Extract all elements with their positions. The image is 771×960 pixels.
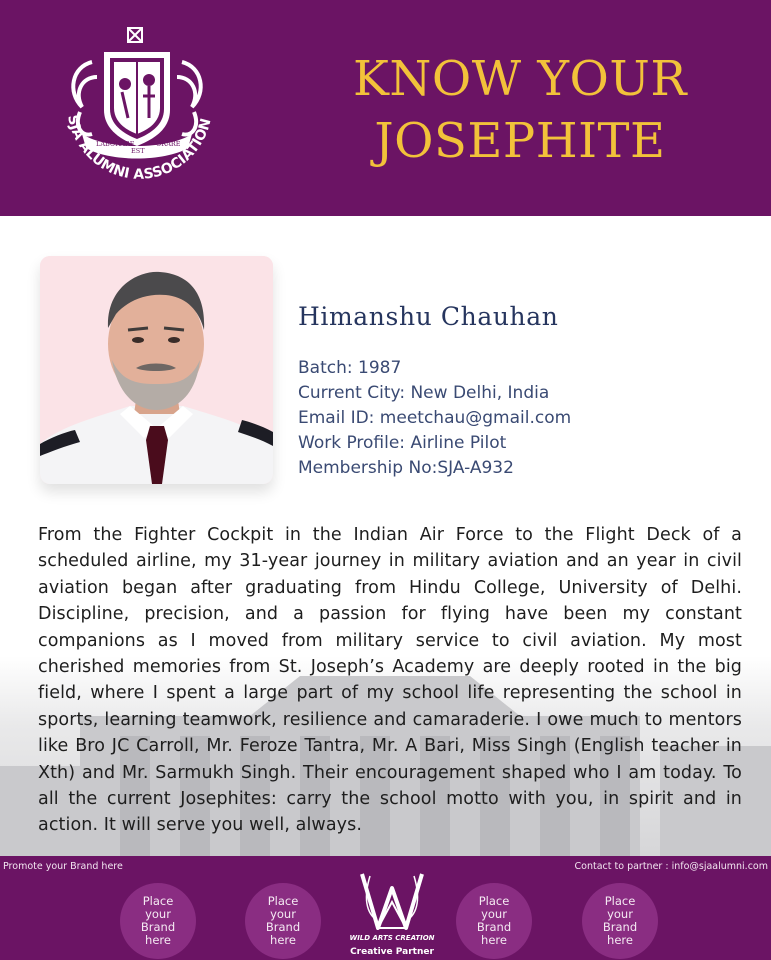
motto-right: ORARE xyxy=(156,140,181,148)
brand-slot-label: Place your Brand here xyxy=(476,894,512,947)
portrait-photo xyxy=(40,256,273,484)
wild-arts-creation-logo-icon xyxy=(340,866,444,944)
brand-slot-label: Place your Brand here xyxy=(265,894,301,947)
motto-left: LABORARE xyxy=(96,140,135,148)
profile-details xyxy=(298,356,718,481)
header-banner xyxy=(0,0,771,216)
profile-section xyxy=(0,216,771,856)
detail-work-profile: Work Profile: Airline Pilot xyxy=(298,433,507,453)
detail-batch: Batch: 1987 xyxy=(298,358,402,378)
page-title xyxy=(300,48,740,172)
title-line-1: KNOW YOUR xyxy=(353,51,687,107)
partner-contact-text: Contact to partner : info@sjaalumni.com xyxy=(574,861,768,872)
detail-email: Email ID: meetchau@gmail.com xyxy=(298,408,572,428)
profile-story: From the Fighter Cockpit in the Indian Air Force to the Flight Deck of a scheduled airline, my 31-year journey in military aviation and an year in civil aviation began after graduating from Hindu College, University of Delhi. Discipline, precision, and a passion for flying have been my constant companions as I moved from military service to civil aviation. My most cherished memories from St. Joseph’s Academy are deeply rooted in the big field, where I spent a large part of my school life representing the school in sports, learning teamwork, resilience and camaraderie. I owe much to mentors like Bro JC Carroll, Mr. Feroze Tantra, Mr. A Bari, Miss Singh (English teacher in Xth) and Mr. Sarmukh Singh. Their encouragement shaped who I am today. To all the current Josephites: carry the school motto with you, in spirit and in action. It will serve you well, always. xyxy=(38,525,742,836)
partner-logo-text: WILD ARTS CREATION xyxy=(349,934,435,942)
brand-slot-label: Place your Brand here xyxy=(140,894,176,947)
title-line-2: JOSEPHITE xyxy=(374,113,666,169)
creative-partner-label: Creative Partner xyxy=(350,947,434,957)
brand-slot-label: Place your Brand here xyxy=(602,894,638,947)
detail-membership-no: Membership No:SJA-A932 xyxy=(298,458,514,478)
crest-logo-icon xyxy=(52,22,222,192)
sponsor-footer xyxy=(0,856,771,960)
promote-brand-text: Promote your Brand here xyxy=(3,861,123,872)
brand-slot-2[interactable] xyxy=(245,883,321,959)
profile-name: Himanshu Chauhan xyxy=(298,302,559,331)
portrait-illustration xyxy=(40,256,273,484)
detail-current-city: Current City: New Delhi, India xyxy=(298,383,550,403)
brand-slot-1[interactable] xyxy=(120,883,196,959)
brand-slot-4[interactable] xyxy=(582,883,658,959)
brand-slot-3[interactable] xyxy=(456,883,532,959)
crest-org-name: SJA ALUMNI ASSOCIATION xyxy=(64,113,215,183)
motto-mid: EST xyxy=(131,147,145,155)
